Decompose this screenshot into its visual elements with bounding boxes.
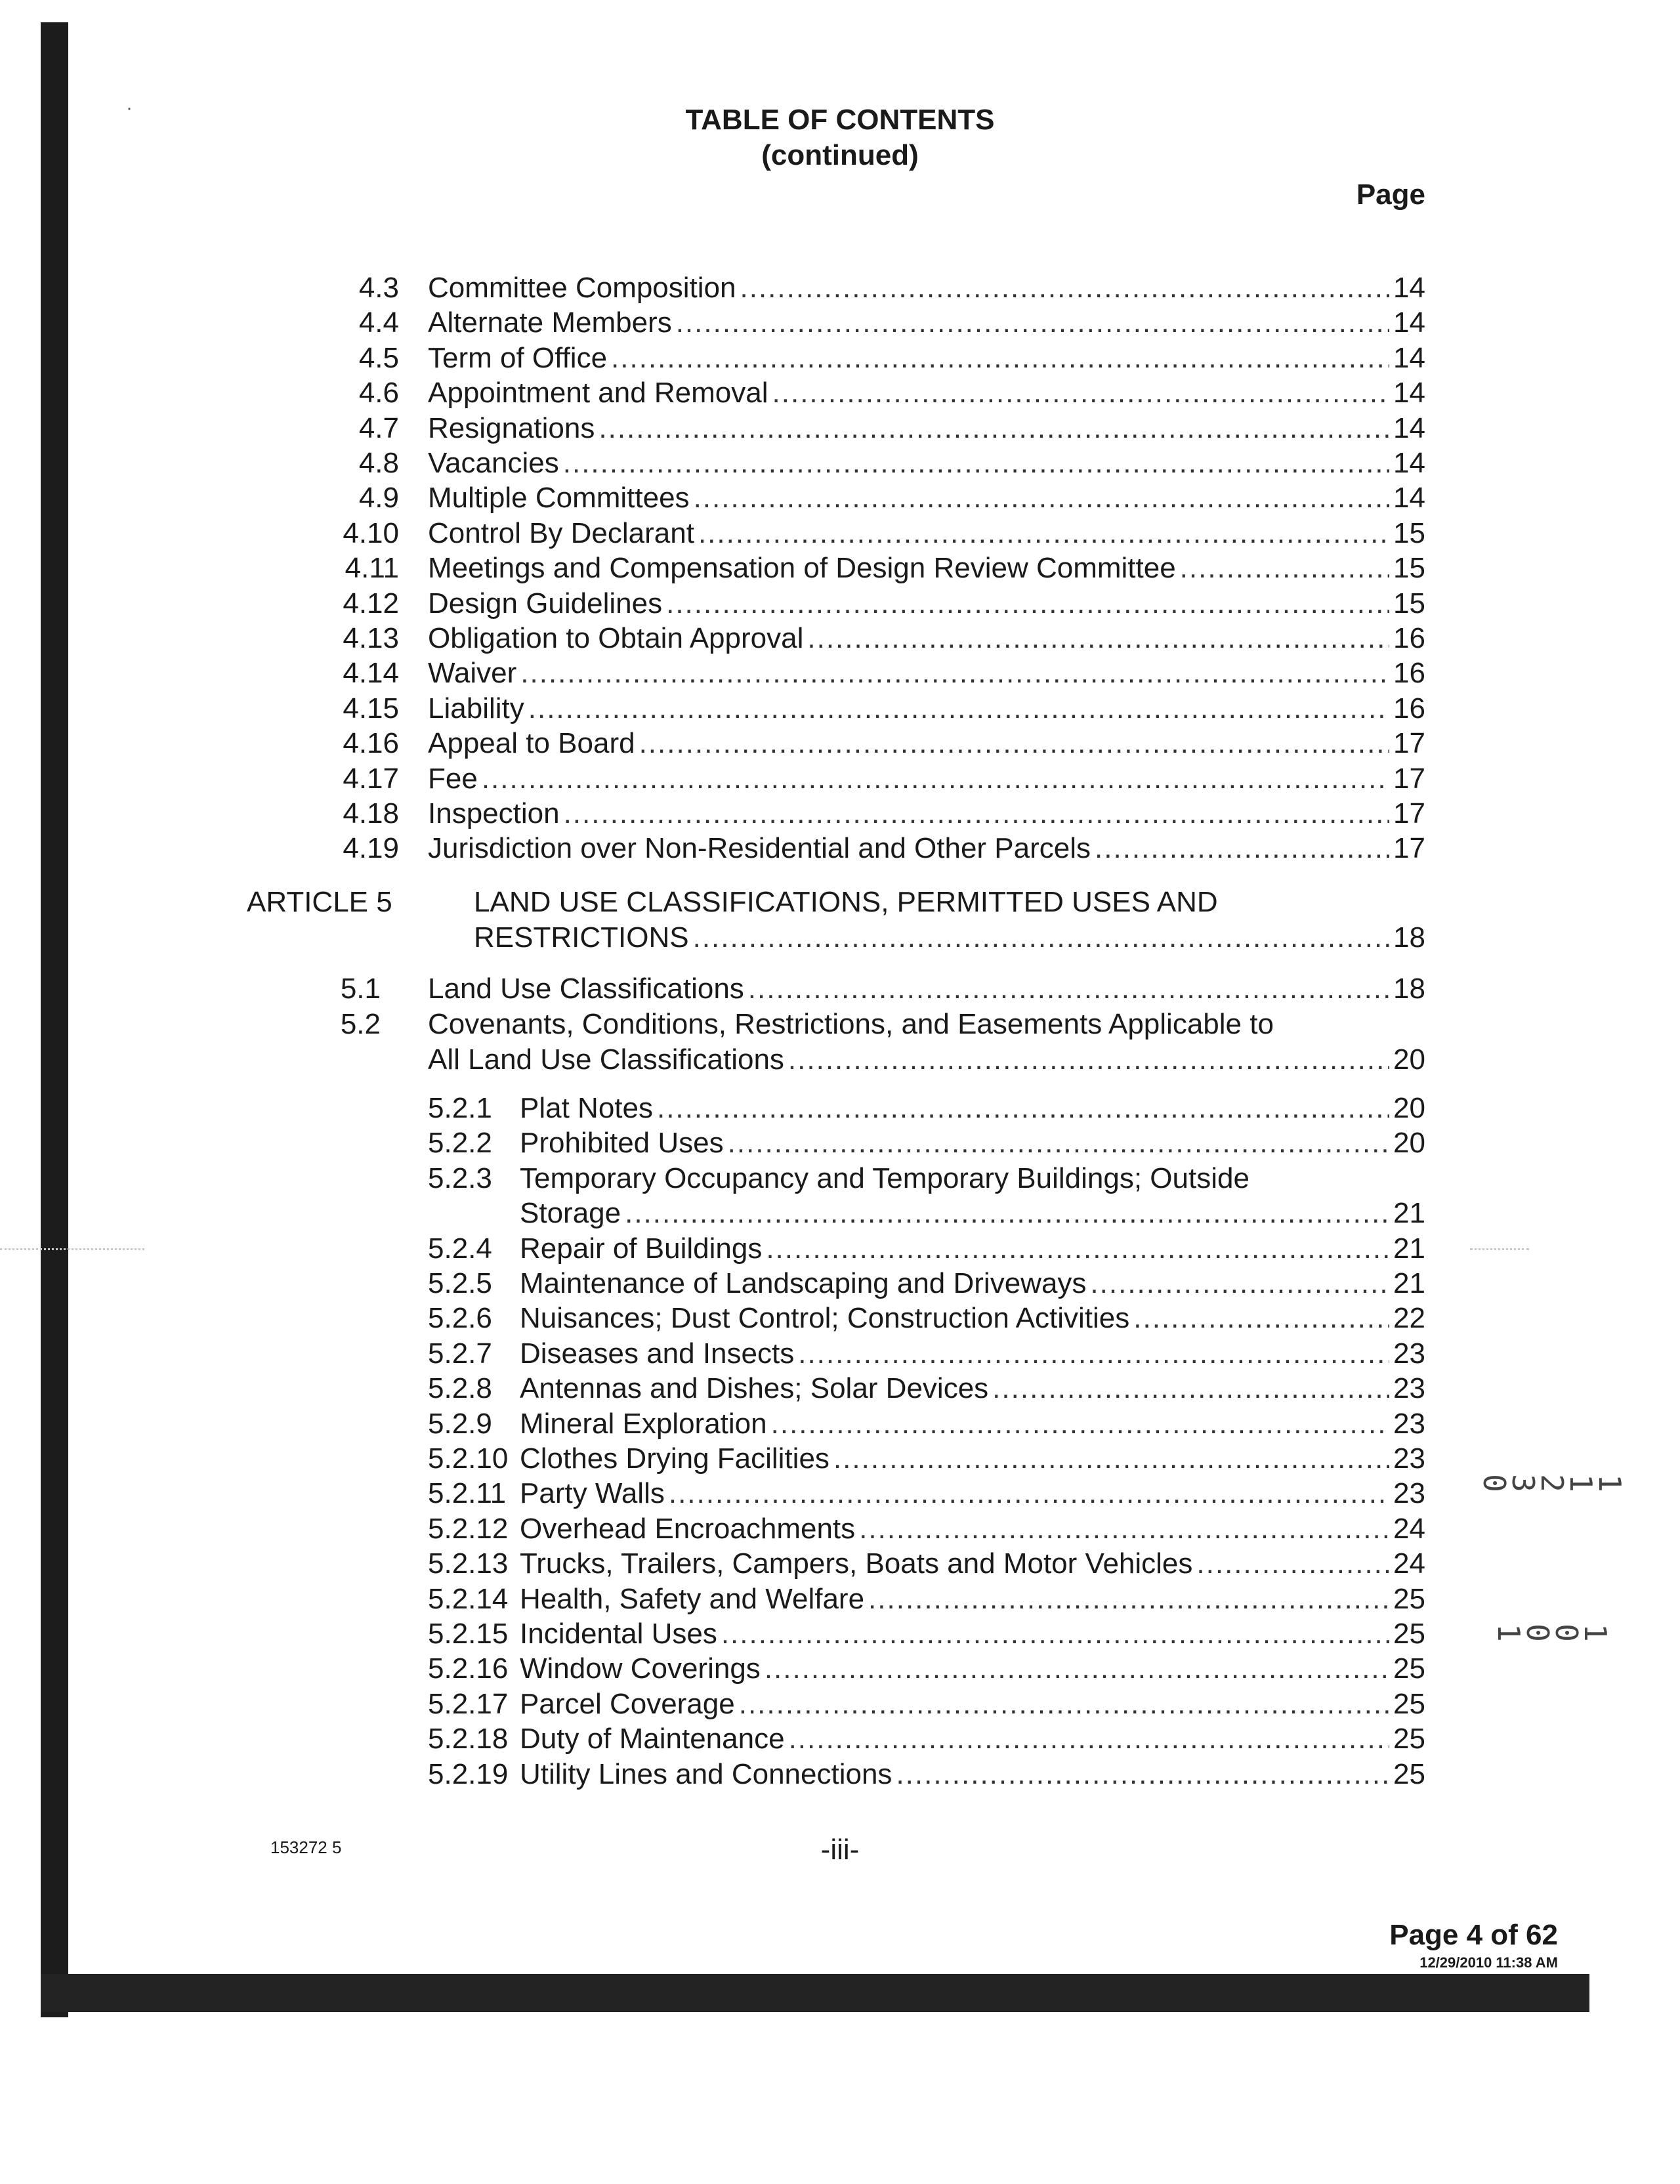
dot-leader [748, 971, 1389, 1007]
dot-leader [739, 1687, 1389, 1722]
toc-entry [520, 1266, 1425, 1301]
dot-leader [896, 1757, 1389, 1792]
toc-entry-page: 25 [1393, 1687, 1425, 1720]
toc-entry-page: 16 [1393, 622, 1425, 654]
toc-entry-page: 15 [1393, 587, 1425, 620]
side-mark-lower: 1 0 0 1 [1491, 1624, 1613, 1642]
dot-leader [669, 1476, 1389, 1511]
dot-leader [1133, 1301, 1389, 1336]
toc-entry-title: Inspection [428, 797, 560, 830]
dot-leader [772, 375, 1390, 411]
toc-entry [428, 551, 1425, 586]
toc-entry [428, 621, 1425, 656]
dot-leader [788, 1042, 1389, 1078]
toc-entry-title: Clothes Drying Facilities [520, 1442, 830, 1475]
toc-entry [520, 1091, 1425, 1126]
dot-leader [798, 1336, 1389, 1372]
toc-entry-number: 4.16 [343, 727, 399, 760]
toc-entry-page: 21 [1393, 1232, 1425, 1265]
toc-entry-title: Fee [428, 762, 478, 795]
dot-leader [694, 480, 1389, 516]
toc-entry-page: 14 [1393, 411, 1425, 444]
toc-entry [520, 1476, 1425, 1511]
toc-entry-title: Covenants, Conditions, Restrictions, and Easements Applicable to [428, 1008, 1274, 1040]
page-column-header: Page [1356, 178, 1425, 211]
toc-entry [520, 1687, 1425, 1722]
dot-leader [833, 1441, 1389, 1477]
toc-entry-page: 20 [1393, 1127, 1425, 1160]
toc-subsection-number: 5.2.17 [428, 1687, 509, 1720]
toc-entry [428, 1007, 1425, 1042]
toc-entry-page: 23 [1393, 1372, 1425, 1405]
side-mark-upper: 1 1 2 3 0 [1477, 1474, 1628, 1492]
toc-entry-title: Land Use Classifications [428, 973, 744, 1005]
toc-entry-page: 14 [1393, 341, 1425, 374]
toc-entry-title: Resignations [428, 411, 595, 444]
toc-entry-page: 25 [1393, 1757, 1425, 1790]
toc-entry-number: 5.2 [340, 1008, 381, 1040]
toc-entry-page: 25 [1393, 1582, 1425, 1615]
toc-subsection-number: 5.2.19 [428, 1757, 509, 1790]
dot-leader [676, 305, 1389, 341]
article-label: ARTICLE 5 [247, 886, 392, 918]
toc-entry-title: Repair of Buildings [520, 1232, 763, 1265]
dot-leader [528, 691, 1389, 726]
toc-entry-number: 4.11 [345, 552, 399, 585]
toc-entry-title: LAND USE CLASSIFICATIONS, PERMITTED USES AND [474, 886, 1218, 918]
toc-entry-page: 21 [1393, 1197, 1425, 1230]
toc-entry-number: 4.9 [358, 482, 399, 514]
toc-entry-number: 4.17 [343, 762, 399, 795]
toc-entry [520, 1651, 1425, 1687]
toc-entry-title: Trucks, Trailers, Campers, Boats and Motor Vehicles [520, 1547, 1193, 1580]
toc-entry [520, 1511, 1425, 1547]
dot-leader [789, 1721, 1389, 1757]
page-number: -iii- [820, 1834, 860, 1866]
toc-entry-title: Antennas and Dishes; Solar Devices [520, 1372, 989, 1405]
dot-leader [766, 1231, 1389, 1267]
dot-leader [771, 1406, 1389, 1442]
toc-entry-number: 4.13 [343, 622, 399, 654]
toc-entry [428, 411, 1425, 446]
toc-entry-page: 22 [1393, 1302, 1425, 1335]
toc-subsection-number: 5.2.4 [428, 1232, 492, 1265]
dot-leader [868, 1582, 1389, 1617]
toc-entry-page: 23 [1393, 1442, 1425, 1475]
toc-entry-number: 5.1 [340, 973, 381, 1005]
toc-entry-number: 4.12 [343, 587, 399, 620]
toc-entry-page: 20 [1393, 1092, 1425, 1124]
toc-subsection-number: 5.2.14 [428, 1582, 509, 1615]
toc-subsection-number: 5.2.15 [428, 1618, 509, 1650]
toc-entry-page: 14 [1393, 377, 1425, 410]
toc-entry [520, 1757, 1425, 1792]
toc-entry-title: Temporary Occupancy and Temporary Buildings; Outside [520, 1162, 1250, 1194]
toc-entry-page: 17 [1393, 762, 1425, 795]
toc-entry-title: Maintenance of Landscaping and Driveways [520, 1267, 1087, 1299]
toc-entry-number: 4.5 [358, 341, 399, 374]
dot-leader [740, 270, 1390, 306]
scan-edge-bottom [41, 1974, 1589, 2012]
toc-entry-number: 4.15 [343, 692, 399, 724]
toc-entry-page: 23 [1393, 1337, 1425, 1370]
toc-entry-page: 21 [1393, 1267, 1425, 1299]
toc-entry-number: 4.18 [343, 797, 399, 830]
toc-entry [428, 341, 1425, 376]
dot-leader [1095, 831, 1389, 866]
dot-leader [563, 446, 1389, 481]
toc-subsection-number: 5.2.2 [428, 1127, 492, 1160]
toc-entry [520, 1616, 1425, 1652]
toc-entry [428, 270, 1425, 306]
toc-entry-title: Appeal to Board [428, 727, 635, 760]
toc-entry-title: Term of Office [428, 341, 608, 374]
toc-entry-page: 18 [1393, 921, 1425, 954]
dot-leader [728, 1125, 1389, 1161]
toc-entry-title: Mineral Exploration [520, 1407, 767, 1440]
toc-entry [428, 305, 1425, 341]
toc-entry-page: 25 [1393, 1652, 1425, 1685]
toc-entry [520, 1125, 1425, 1161]
toc-subsection-number: 5.2.13 [428, 1547, 509, 1580]
toc-subsection-number: 5.2.11 [428, 1477, 507, 1510]
toc-subsection-number: 5.2.3 [428, 1162, 492, 1194]
toc-entry-page: 25 [1393, 1723, 1425, 1755]
toc-entry-page: 24 [1393, 1547, 1425, 1580]
toc-entry [520, 1441, 1425, 1477]
toc-entry-title: Parcel Coverage [520, 1687, 735, 1720]
toc-entry-page: 17 [1393, 832, 1425, 865]
dot-leader [598, 411, 1389, 446]
toc-title: TABLE OF CONTENTS [685, 104, 995, 136]
toc-entry-page: 14 [1393, 272, 1425, 304]
dot-leader [1090, 1266, 1389, 1301]
toc-entry-title: RESTRICTIONS [474, 921, 689, 954]
toc-subsection-number: 5.2.18 [428, 1723, 509, 1755]
toc-entry-title: Overhead Encroachments [520, 1512, 856, 1545]
toc-entry [520, 1721, 1425, 1757]
toc-entry [520, 1371, 1425, 1406]
document-id: 153272 5 [270, 1838, 342, 1857]
dot-leader [1180, 551, 1389, 586]
toc-entry-title: Utility Lines and Connections [520, 1757, 892, 1790]
toc-entry-title: Diseases and Insects [520, 1337, 795, 1370]
toc-entry-number: 4.8 [358, 447, 399, 479]
toc-entry [428, 586, 1425, 621]
toc-entry [520, 1161, 1425, 1196]
toc-entry-page: 20 [1393, 1043, 1425, 1076]
dot-leader [482, 761, 1389, 797]
toc-entry-title: Meetings and Compensation of Design Review Committee [428, 552, 1176, 585]
toc-entry-title: Multiple Committees [428, 482, 690, 514]
toc-subsection-number: 5.2.8 [428, 1372, 492, 1405]
toc-entry [428, 796, 1425, 831]
toc-subsection-number: 5.2.6 [428, 1302, 492, 1335]
dot-leader [520, 656, 1389, 691]
toc-entry [428, 375, 1425, 411]
toc-entry-title: Window Coverings [520, 1652, 761, 1685]
toc-entry-title: Storage [520, 1197, 621, 1230]
toc-entry [428, 480, 1425, 516]
toc-entry [520, 1231, 1425, 1267]
dot-leader [859, 1511, 1389, 1547]
toc-entry [520, 1301, 1425, 1336]
toc-entry-page: 25 [1393, 1618, 1425, 1650]
toc-entry-title: Liability [428, 692, 524, 724]
toc-entry-page: 14 [1393, 482, 1425, 514]
toc-entry-number: 4.3 [358, 272, 399, 304]
dot-leader [611, 341, 1389, 376]
dot-leader [693, 920, 1389, 956]
toc-entry-number: 4.19 [343, 832, 399, 865]
scan-artifact-line-right [1470, 1248, 1529, 1250]
toc-entry [474, 920, 1425, 956]
toc-entry-page: 14 [1393, 447, 1425, 479]
toc-entry-title: Duty of Maintenance [520, 1723, 785, 1755]
toc-entry-number: 4.6 [358, 377, 399, 410]
toc-entry-title: Jurisdiction over Non-Residential and Other Parcels [428, 832, 1091, 865]
toc-entry [428, 831, 1425, 866]
toc-entry-page: 16 [1393, 692, 1425, 724]
dot-leader [807, 621, 1389, 656]
toc-entry [520, 1546, 1425, 1582]
toc-entry [428, 691, 1425, 726]
toc-entry-page: 15 [1393, 552, 1425, 585]
toc-entry [428, 971, 1425, 1007]
toc-entry-title: Obligation to Obtain Approval [428, 622, 804, 654]
recording-page-stamp: Page 4 of 62 [1389, 1919, 1558, 1951]
toc-entry-page: 18 [1393, 973, 1425, 1005]
toc-entry-page: 23 [1393, 1407, 1425, 1440]
toc-entry-title: Committee Composition [428, 272, 736, 304]
toc-entry-title: Health, Safety and Welfare [520, 1582, 865, 1615]
toc-entry-title: Nuisances; Dust Control; Construction Activities [520, 1302, 1130, 1335]
toc-entry-page: 24 [1393, 1512, 1425, 1545]
dot-leader [698, 516, 1389, 551]
dot-leader [666, 586, 1389, 621]
toc-entry-number: 4.14 [343, 657, 399, 690]
toc-entry [428, 656, 1425, 691]
toc-entry-page: 15 [1393, 516, 1425, 549]
toc-entry-title: Waiver [428, 657, 517, 690]
toc-entry [520, 1406, 1425, 1442]
toc-entry [474, 885, 1425, 920]
toc-entry-title: Appointment and Removal [428, 377, 768, 410]
toc-subsection-number: 5.2.12 [428, 1512, 509, 1545]
toc-entry-title: Control By Declarant [428, 516, 694, 549]
dot-leader [657, 1091, 1389, 1126]
toc-entry-page: 16 [1393, 657, 1425, 690]
toc-entry-number: 4.4 [358, 306, 399, 339]
toc-entry-number: 4.10 [343, 516, 399, 549]
scan-edge-left [41, 22, 68, 2017]
toc-entry-page: 14 [1393, 306, 1425, 339]
toc-subsection-number: 5.2.5 [428, 1267, 492, 1299]
toc-entry-page: 23 [1393, 1477, 1425, 1510]
toc-entry-page: 17 [1393, 727, 1425, 760]
dot-leader [765, 1651, 1389, 1687]
toc-subsection-number: 5.2.1 [428, 1092, 492, 1124]
toc-entry [520, 1196, 1425, 1231]
dot-leader [564, 796, 1389, 831]
toc-entry-page: 17 [1393, 797, 1425, 830]
scan-speck: · [126, 97, 133, 119]
toc-subsection-number: 5.2.7 [428, 1337, 492, 1370]
toc-entry [428, 761, 1425, 797]
toc-entry [428, 726, 1425, 761]
toc-entry [428, 516, 1425, 551]
toc-entry-title: Party Walls [520, 1477, 665, 1510]
toc-entry-title: Design Guidelines [428, 587, 663, 620]
toc-entry-title: Incidental Uses [520, 1618, 717, 1650]
toc-subsection-number: 5.2.16 [428, 1652, 509, 1685]
toc-entry [520, 1582, 1425, 1617]
dot-leader [992, 1371, 1389, 1406]
toc-entry-title: Plat Notes [520, 1092, 653, 1124]
toc-entry [428, 446, 1425, 481]
toc-entry-title: Prohibited Uses [520, 1127, 724, 1160]
toc-subsection-number: 5.2.9 [428, 1407, 492, 1440]
dot-leader [1196, 1546, 1389, 1582]
toc-entry-number: 4.7 [358, 411, 399, 444]
scan-artifact-line-left [0, 1248, 144, 1250]
recording-date-stamp: 12/29/2010 11:38 AM [1419, 1954, 1558, 1971]
toc-entry-title: Vacancies [428, 447, 559, 479]
toc-entry [428, 1042, 1425, 1078]
toc-entry-title: Alternate Members [428, 306, 672, 339]
toc-entry-title: All Land Use Classifications [428, 1043, 784, 1076]
toc-entry [520, 1336, 1425, 1372]
dot-leader [721, 1616, 1389, 1652]
dot-leader [639, 726, 1389, 761]
toc-subsection-number: 5.2.10 [428, 1442, 509, 1475]
dot-leader [625, 1196, 1389, 1231]
toc-subtitle: (continued) [761, 139, 919, 171]
